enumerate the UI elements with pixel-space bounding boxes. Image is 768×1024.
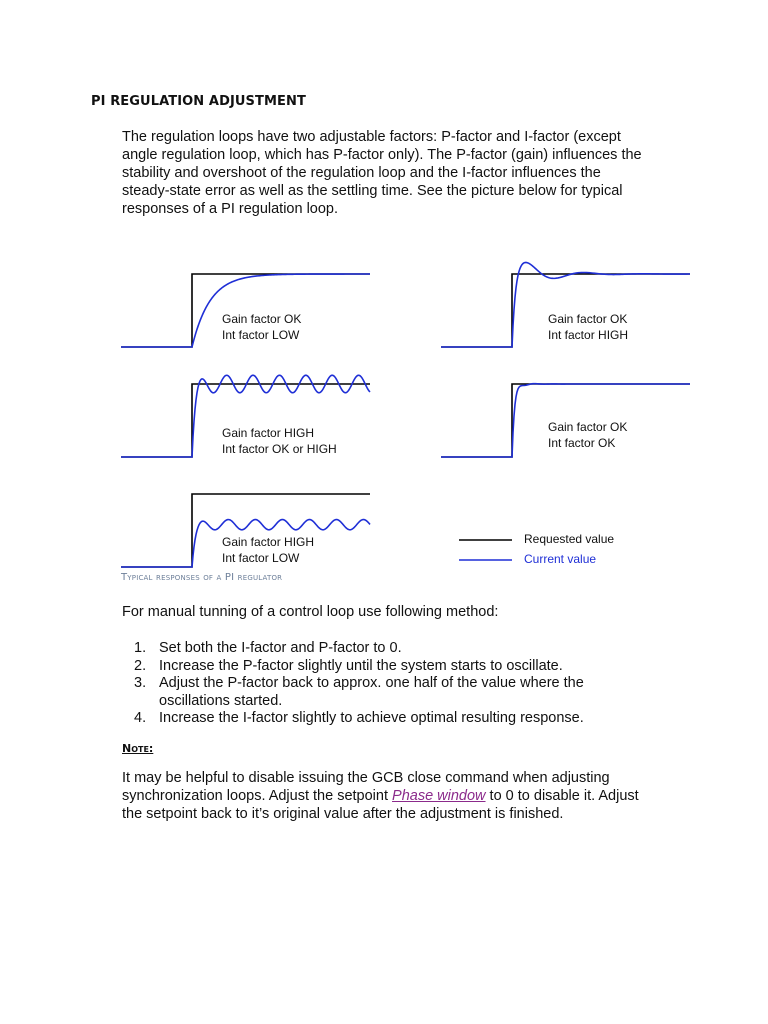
- method-intro: For manual tunning of a control loop use following method:: [122, 604, 499, 620]
- intro-paragraph: The regulation loops have two adjustable factors: P-factor and I-factor (except angle regulation loop, which has P-factor only). The P-factor (gain) influences the stability and overshoot of the regulation loop and the I-factor influences the steady-state error as well as the settling time. See the picture below for typical responses of a PI regulation loop.: [122, 129, 642, 217]
- phase-window-link[interactable]: Phase window: [392, 788, 486, 804]
- plot-gain-ok-int-high: [441, 262, 690, 347]
- list-item: 1. Set both the I-factor and P-factor to 0.: [134, 640, 402, 656]
- plot-label-line2: Int factor OK: [548, 436, 616, 450]
- plot-label-line1: Gain factor OK: [222, 312, 302, 326]
- figure-caption: Typical responses of a PI regulator: [121, 572, 283, 583]
- plot-gain-ok-int-low: [121, 274, 370, 347]
- legend-requested-label: Requested value: [524, 532, 615, 546]
- list-item: 2. Increase the P-factor slightly until the system starts to oscillate.: [134, 657, 563, 674]
- plot-gain-ok-int-ok: [441, 384, 690, 457]
- section-heading: PI REGULATION ADJUSTMENT: [91, 94, 306, 109]
- note-paragraph: It may be helpful to disable issuing the GCB close command when adjusting synchronization loops. Adjust the setpoint Phase window to 0 to disable it. Adjust the setpoint back to it’s original value after the adjustment is finished.: [122, 770, 639, 822]
- plot-gain-high-int-ok-or-high: [121, 375, 370, 457]
- plot-label-line1: Gain factor OK: [548, 420, 628, 434]
- plot-label-line1: Gain factor HIGH: [222, 535, 315, 549]
- plot-label-line2: Int factor HIGH: [548, 328, 629, 342]
- figure-legend: [459, 532, 614, 566]
- list-item: 4. Increase the I-factor slightly to achieve optimal resulting response.: [134, 710, 584, 726]
- method-steps: [122, 640, 642, 728]
- plot-label-line2: Int factor LOW: [222, 328, 300, 342]
- plot-label-line2: Int factor OK or HIGH: [222, 442, 337, 456]
- legend-current-label: Current value: [524, 552, 597, 566]
- plot-gain-high-int-low: [121, 494, 370, 567]
- note-label: Note:: [122, 742, 154, 755]
- plot-label-line2: Int factor LOW: [222, 551, 300, 565]
- plot-label-line1: Gain factor OK: [548, 312, 628, 326]
- plot-label-line1: Gain factor HIGH: [222, 426, 315, 440]
- list-item: 3. Adjust the P-factor back to approx. one half of the value where the oscillations started.: [134, 675, 584, 709]
